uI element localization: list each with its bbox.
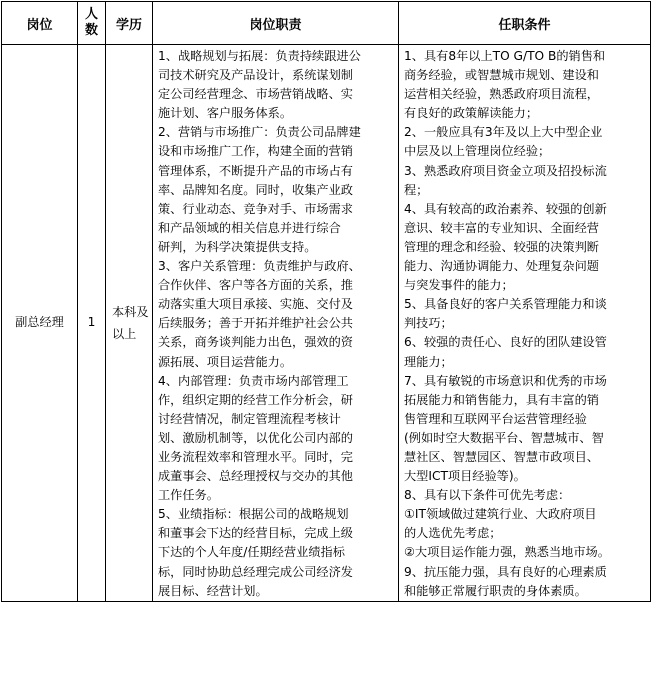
- duties-line: 策、行业动态、竞争对手、市场需求: [158, 201, 353, 216]
- header-position: 岗位: [2, 2, 78, 45]
- requirements-line: 2、一般应具有3年及以上大中型企业: [404, 125, 603, 140]
- requirements-line: 中层及以上管理岗位经验；: [404, 144, 551, 159]
- requirements-line: ①IT领域做过建筑行业、大政府项目: [404, 507, 597, 522]
- cell-position: 副总经理: [2, 45, 78, 602]
- duties-line: 和产品领域的相关信息并进行综合: [158, 220, 341, 235]
- requirements-line: 6、较强的责任心、良好的团队建设管: [404, 335, 607, 350]
- requirements-line: 5、具备良好的客户关系管理能力和谈: [404, 297, 607, 312]
- requirements-line: 有良好的政策解读能力；: [404, 106, 539, 121]
- duties-line: 成董事会、总经理授权与交办的其他: [158, 469, 353, 484]
- duties-line: 研判，为科学决策提供支持。: [158, 239, 317, 254]
- requirements-line: 能力、沟通协调能力、处理复杂问题: [404, 259, 599, 274]
- requirements-line: 1、具有8年以上TO G/TO B的销售和: [404, 49, 606, 63]
- cell-requirements: [399, 45, 651, 602]
- duties-line: 源拓展、项目运营能力。: [158, 354, 293, 369]
- header-count-text: 人数: [84, 7, 98, 38]
- requirements-line: 与突发事件的能力；: [404, 278, 514, 293]
- duties-line: 率、品牌知名度。同时，收集产业政: [158, 182, 353, 197]
- header-requirements: 任职条件: [399, 2, 651, 45]
- duties-line: 3、客户关系管理：负责维护与政府、: [158, 259, 361, 274]
- table-row: [2, 45, 651, 602]
- requirements-line: 慧社区、智慧园区、智慧市政项目、: [404, 449, 599, 464]
- requirements-line: 拓展能力和销售能力，具有丰富的销: [404, 392, 599, 407]
- requirements-line: 和能够正常履行职责的身体素质。: [404, 583, 587, 598]
- duties-line: 合作伙伴、客户等各方面的关系，推: [158, 278, 353, 293]
- requirements-line: 的人选优先考虑；: [404, 526, 502, 541]
- duties-line: 设和市场推广工作，构建全面的营销: [158, 144, 353, 159]
- requirements-text: [404, 47, 647, 601]
- duties-line: 管理体系，不断提升产品的市场占有: [158, 163, 353, 178]
- job-table: [1, 1, 651, 602]
- requirements-line: 运营相关经验，熟悉政府项目流程，: [404, 87, 599, 102]
- duties-line: 司技术研究及产品设计，系统谋划制: [158, 68, 353, 83]
- duties-line: 展目标、经营计划。: [158, 583, 268, 598]
- duties-line: 定公司经营理念、市场营销战略、实: [158, 87, 353, 102]
- duties-text: [158, 47, 395, 601]
- duties-line: 动落实重大项目承接、实施、交付及: [158, 297, 353, 312]
- cell-education-text: 本科及以上: [112, 304, 149, 341]
- requirements-line: (例如时空大数据平台、智慧城市、智: [404, 430, 604, 445]
- cell-education: [106, 45, 153, 602]
- requirements-line: 大型ICT项目经验等)。: [404, 469, 526, 484]
- requirements-line: 9、抗压能力强，具有良好的心理素质: [404, 564, 607, 579]
- cell-duties: [153, 45, 399, 602]
- requirements-line: 3、熟悉政府项目资金立项及招投标流: [404, 163, 607, 178]
- cell-count: 1: [78, 45, 106, 602]
- duties-line: 和董事会下达的经营目标，完成上级: [158, 526, 353, 541]
- duties-line: 业务流程效率和管理水平。同时，完: [158, 449, 353, 464]
- duties-line: 划、激励机制等，以优化公司内部的: [158, 430, 353, 445]
- duties-line: 标，同时协助总经理完成公司经济发: [158, 564, 353, 579]
- header-count: [78, 2, 106, 45]
- requirements-line: 7、具有敏锐的市场意识和优秀的市场: [404, 373, 607, 388]
- duties-line: 作，组织定期的经营工作分析会，研: [158, 392, 353, 407]
- requirements-line: 判技巧；: [404, 316, 453, 331]
- requirements-line: 商务经验，或智慧城市规划、建设和: [404, 68, 599, 83]
- duties-line: 讨经营情况，制定管理流程考核计: [158, 411, 341, 426]
- header-duties: 岗位职责: [153, 2, 399, 45]
- duties-line: 工作任务。: [158, 488, 219, 503]
- requirements-line: 意识、较丰富的专业知识、全面经营: [404, 220, 599, 235]
- header-row: [2, 2, 651, 45]
- duties-line: 后续服务；善于开拓并维护社会公共: [158, 316, 353, 331]
- requirements-line: 管理的理念和经验、较强的决策判断: [404, 239, 599, 254]
- requirements-line: 理能力；: [404, 354, 453, 369]
- duties-line: 1、战略规划与拓展：负责持续跟进公: [158, 49, 361, 63]
- duties-line: 施计划、客户服务体系。: [158, 106, 293, 121]
- requirements-line: 程；: [404, 182, 429, 197]
- requirements-line: 售管理和互联网平台运营管理经验: [404, 411, 587, 426]
- duties-line: 关系，商务谈判能力出色，强效的资: [158, 335, 353, 350]
- header-education: 学历: [106, 2, 153, 45]
- duties-line: 4、内部管理：负责市场内部管理工: [158, 373, 349, 388]
- requirements-line: 4、具有较高的政治素养、较强的创新: [404, 201, 607, 216]
- duties-line: 5、业绩指标：根据公司的战略规划: [158, 507, 349, 522]
- duties-line: 2、营销与市场推广：负责公司品牌建: [158, 125, 361, 140]
- requirements-line: ②大项目运作能力强，熟悉当地市场。: [404, 545, 610, 560]
- requirements-line: 8、具有以下条件可优先考虑：: [404, 488, 571, 503]
- duties-line: 下达的个人年度/任期经营业绩指标: [158, 545, 345, 560]
